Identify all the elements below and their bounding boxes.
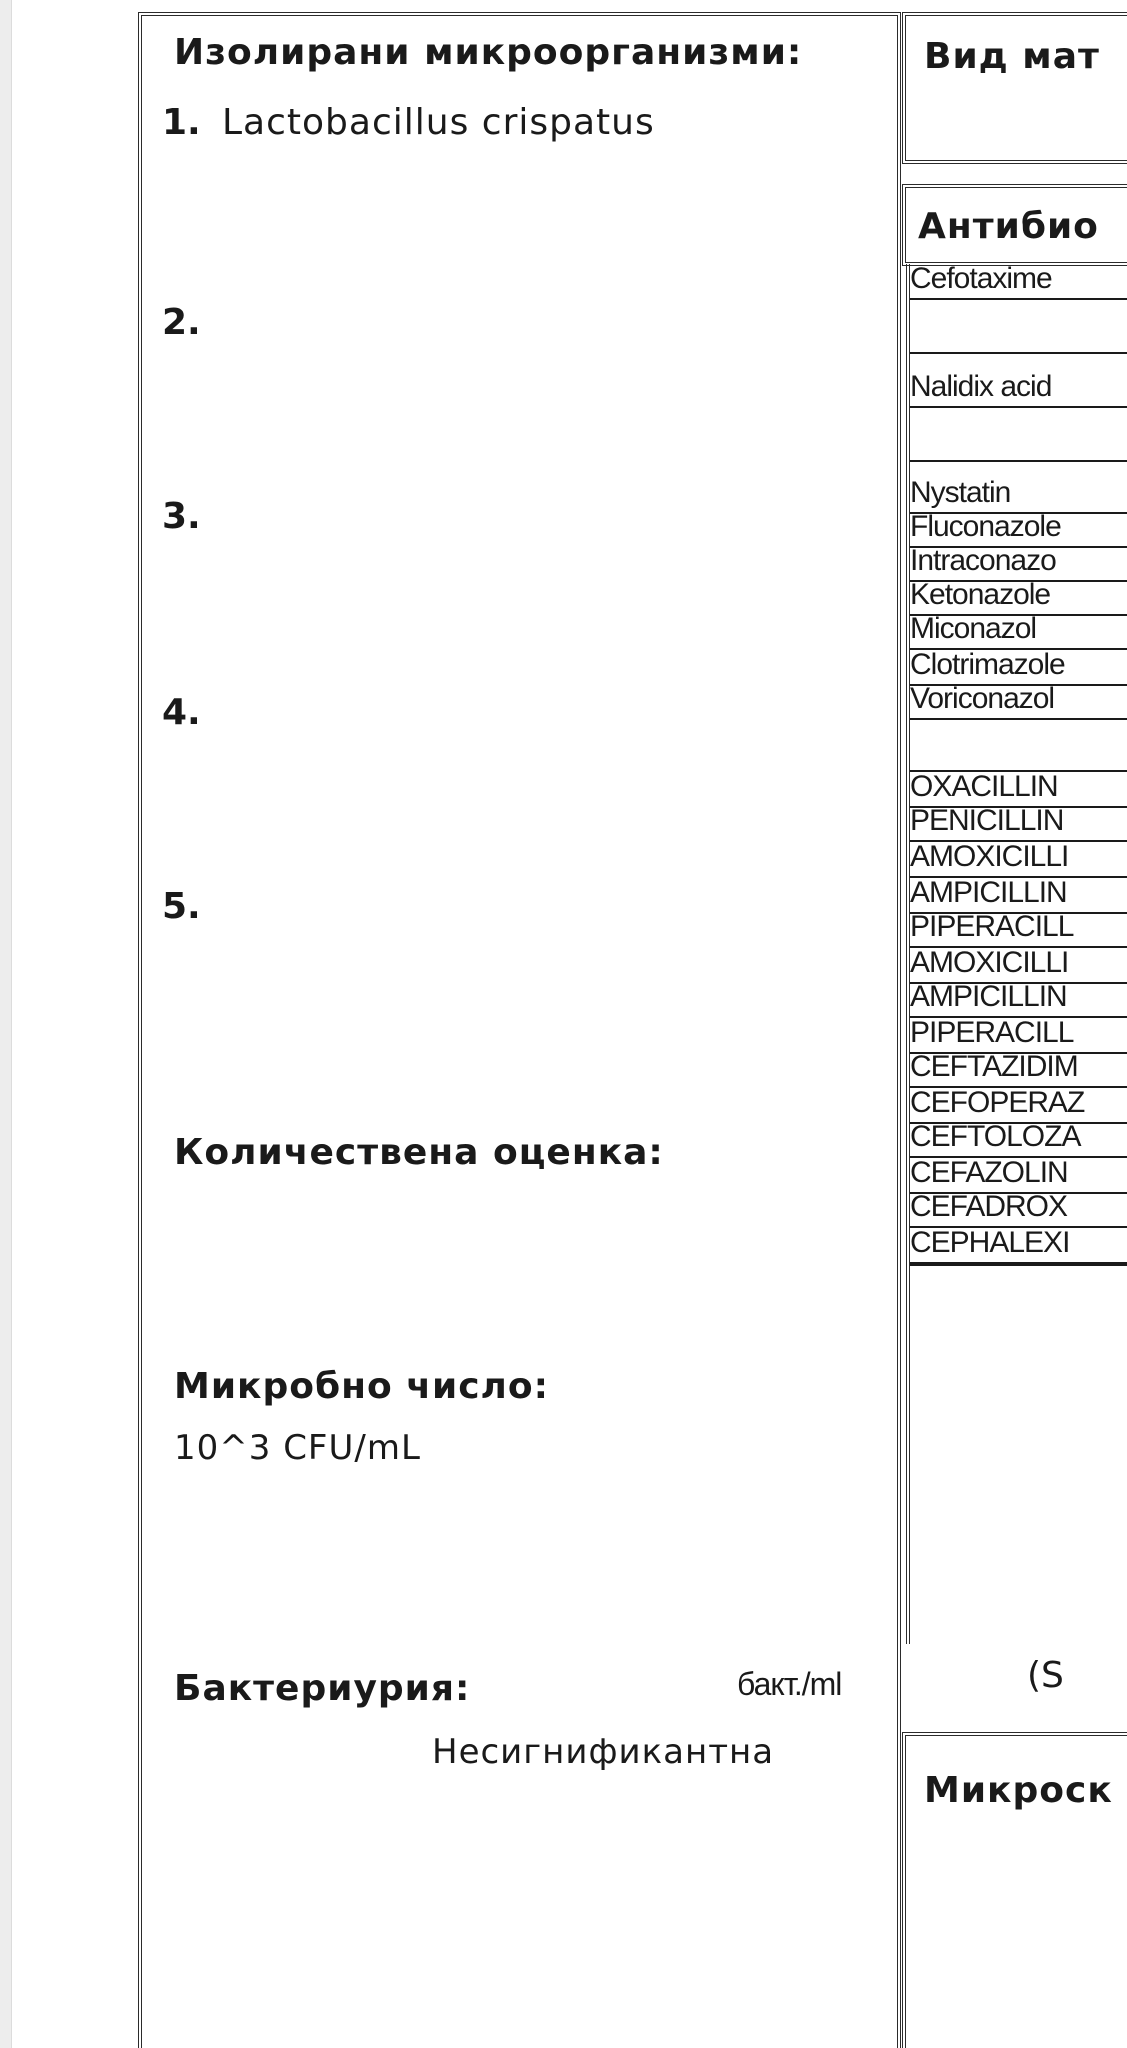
antibiotic-row <box>910 738 1127 772</box>
isolate-number: 4. <box>162 692 201 733</box>
antibiotic-name: AMOXICILLI <box>910 950 1069 979</box>
antibiotic-name: Nalidix acid <box>910 374 1052 403</box>
antibiotic-name: PIPERACILL <box>910 1020 1074 1049</box>
antibiotic-name: Ketonazole <box>910 582 1051 611</box>
antibiotic-row <box>910 774 1127 808</box>
antibiotic-name: PIPERACILL <box>910 914 1074 943</box>
microbial-count-value: 10^3 CFU/mL <box>174 1428 421 1468</box>
microscopy-header: Микроск <box>924 1770 1113 1811</box>
antibiotic-name: Fluconazole <box>910 514 1061 543</box>
antibiotic-row <box>910 1090 1127 1124</box>
antibiotic-row <box>910 844 1127 878</box>
isolate-item-1 <box>162 102 655 143</box>
microscopy-box <box>902 1732 1127 2048</box>
antibiotic-row <box>910 686 1127 720</box>
antibiotic-row <box>910 548 1127 582</box>
antibiotic-name: CEFTAZIDIM <box>910 1054 1078 1083</box>
antibiotic-name: Clotrimazole <box>910 652 1065 681</box>
antibiotic-row <box>910 984 1127 1018</box>
antibiotic-name: CEPHALEXI <box>910 1230 1070 1259</box>
isolate-number: 1. <box>162 102 201 143</box>
antibiotic-name: Intraconazo <box>910 548 1056 577</box>
bacteriuria-unit: бакт./ml <box>737 1666 842 1702</box>
antibiotic-row <box>910 1054 1127 1088</box>
antibiotic-row <box>910 1160 1127 1194</box>
antibiotic-name: AMOXICILLI <box>910 844 1069 873</box>
antibiotic-row <box>910 1020 1127 1054</box>
material-type-box <box>902 12 1127 164</box>
antibiotic-row <box>910 1194 1127 1228</box>
quantitative-assessment-label: Количествена оценка: <box>174 1132 664 1173</box>
antibiotic-name: CEFADROX <box>910 1194 1068 1223</box>
antibiotic-row <box>910 616 1127 650</box>
antibiotic-row <box>910 1124 1127 1158</box>
antibiotic-row <box>910 950 1127 984</box>
bacteriuria-value: Несигнификантна <box>432 1732 775 1772</box>
antibiotic-header-box <box>902 184 1127 266</box>
material-type-header: Вид мат <box>924 36 1100 77</box>
antibiotic-row <box>910 652 1127 686</box>
isolates-panel <box>138 12 901 2048</box>
antibiotic-row <box>910 880 1127 914</box>
isolate-item-3 <box>162 496 222 537</box>
antibiotic-name: Cefotaxime <box>910 266 1052 295</box>
isolate-item-4 <box>162 692 222 733</box>
antibiotic-row <box>910 320 1127 354</box>
isolate-name: Lactobacillus crispatus <box>222 102 655 143</box>
antibiotic-table-bottom-rule <box>910 1264 1127 1268</box>
bacteriuria-label: Бактериурия: <box>174 1668 471 1709</box>
antibiotic-name: Voriconazol <box>910 686 1055 715</box>
isolate-number: 3. <box>162 496 201 537</box>
page-margin <box>0 0 12 2048</box>
right-column <box>902 12 1127 2048</box>
antibiotic-row <box>910 1230 1127 1264</box>
isolate-item-5 <box>162 886 222 927</box>
antibiotic-name: OXACILLIN <box>910 774 1058 803</box>
antibiotic-row <box>910 808 1127 842</box>
isolate-number: 5. <box>162 886 201 927</box>
sensitivity-legend-note: (S <box>1027 1655 1064 1696</box>
antibiotic-row <box>910 266 1127 300</box>
antibiotic-row <box>910 514 1127 548</box>
antibiotic-name: CEFAZOLIN <box>910 1160 1068 1189</box>
antibiotic-header: Антибио <box>918 206 1099 247</box>
antibiotic-row <box>910 374 1127 408</box>
antibiotic-row <box>910 914 1127 948</box>
antibiotic-name: Miconazol <box>910 616 1037 645</box>
antibiotic-name: CEFOPERAZ <box>910 1090 1085 1119</box>
antibiotic-row <box>910 428 1127 462</box>
antibiotic-name: Nystatin <box>910 480 1011 509</box>
microbial-count-label: Микробно число: <box>174 1366 550 1407</box>
antibiotic-row <box>910 582 1127 616</box>
antibiotic-name: CEFTOLOZA <box>910 1124 1081 1153</box>
antibiotic-name: AMPICILLIN <box>910 984 1067 1013</box>
antibiotic-name: AMPICILLIN <box>910 880 1067 909</box>
antibiotic-row <box>910 480 1127 514</box>
isolated-microorganisms-title: Изолирани микроорганизми: <box>174 32 803 73</box>
isolate-item-2 <box>162 302 222 343</box>
isolate-number: 2. <box>162 302 201 343</box>
antibiotic-name: PENICILLIN <box>910 808 1064 837</box>
